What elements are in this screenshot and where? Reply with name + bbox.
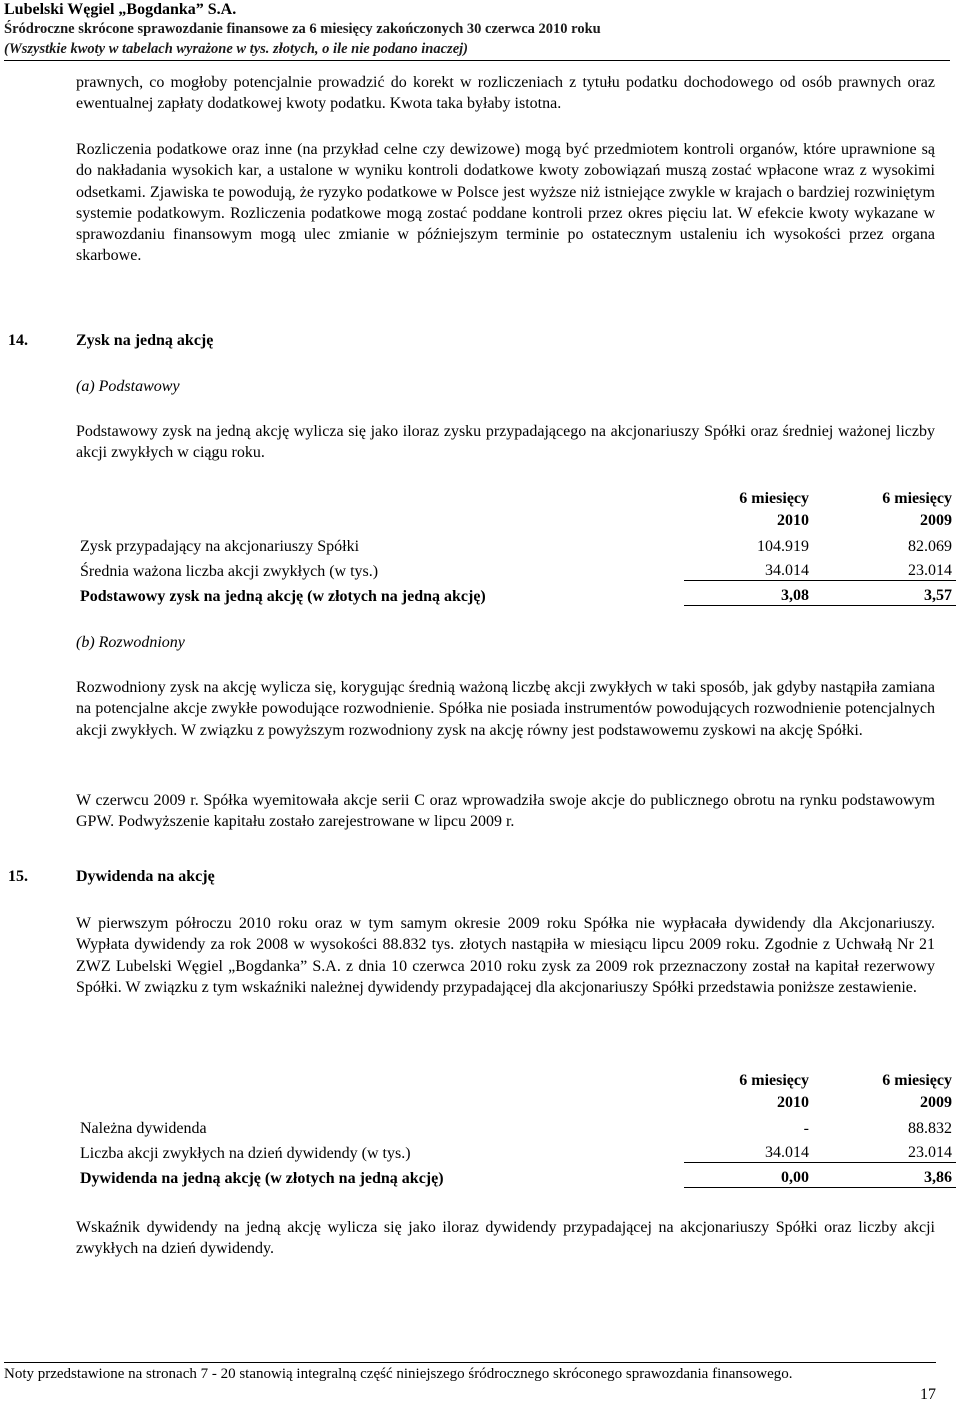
section-15-number: 15. bbox=[8, 868, 28, 885]
row-label: Dywidenda na jedną akcję (w złotych na jedną akcję) bbox=[80, 1169, 444, 1187]
diluted-eps-paragraph: Rozwodniony zysk na akcję wylicza się, korygując średnią ważoną liczbę akcji zwykłych w taki sposób, jak gdyby nastąpiła zamiana na potencjalne akcje zwykłe powodujące rozwodnienie. Spółka nie posiada instrumentów powodujących rozwodnienie potencjalnych akcji zwykłych. W związku z powyższym rozwodniony zysk na akcję równy jest podstawowemu zyskowi na akcję Spółki. bbox=[76, 679, 935, 739]
table-row bbox=[76, 1114, 956, 1138]
column-header-2010: 6 miesięcy 2010 bbox=[739, 490, 810, 529]
intro-paragraph-1: prawnych, co mogłoby potencjalnie prowadzić do korekt w rozliczeniach z tytułu podatku dochodowego od osób prawnych oraz ewentualnej zapłaty dodatkowej kwoty podatku. Kwota taka byłaby istotna. bbox=[76, 74, 935, 113]
basic-eps-paragraph: Podstawowy zysk na jedną akcję wylicza się jako iloraz zysku przypadającego na akcjonariuszy Spółki oraz średniej ważonej liczby akcji zwykłych w ciągu roku. bbox=[76, 423, 935, 462]
footer-note: Noty przedstawione na stronach 7 - 20 stanowią integralną część niniejszego śródrocznego skróconego sprawozdania finansowego. bbox=[4, 1366, 793, 1382]
section-14-title: Zysk na jedną akcję bbox=[76, 332, 214, 349]
row-label: Podstawowy zysk na jedną akcję (w złotych na jedną akcję) bbox=[80, 587, 486, 605]
page-number: 17 bbox=[920, 1386, 936, 1403]
cell-2010: 34.014 bbox=[684, 1138, 809, 1163]
column-header-2009: 6 miesięcy 2009 bbox=[882, 1072, 952, 1111]
table-header-row bbox=[76, 488, 956, 532]
table-total-row bbox=[76, 1163, 956, 1188]
table-row bbox=[76, 532, 956, 556]
dividend-paragraph: W pierwszym półroczu 2010 roku oraz w tym samym okresie 2009 roku Spółka nie wypłacała dywidendy dla Akcjonariuszy. Wypłata dywidendy za rok 2008 w wysokości 88.832 tys. złotych nastąpiła w miesiącu lipcu 2009 roku. Zgodnie z Uchwałą Nr 21 ZWZ Lubelski Węgiel „Bogdanka” S.A. z dnia 10 czerwca 2010 roku zysk za 2009 rok przeznaczony został na kapitał rezerwowy Spółki. W związku z tym wskaźniki należnej dywidendy przypadającej dla akcjonariuszy Spółki przedstawia poniższe zestawienie. bbox=[76, 915, 935, 996]
subsection-b-heading: (b) Rozwodniony bbox=[76, 634, 185, 651]
cell-2009: 23.014 bbox=[809, 1138, 956, 1163]
column-header-2010: 6 miesięcy 2010 bbox=[739, 1072, 809, 1111]
cell-2010: - bbox=[803, 1120, 809, 1137]
row-label: Liczba akcji zwykłych na dzień dywidendy (w tys.) bbox=[80, 1144, 411, 1162]
table-total-row bbox=[76, 581, 956, 606]
cell-2010: 34.014 bbox=[684, 556, 809, 581]
section-15-title: Dywidenda na akcję bbox=[76, 868, 215, 885]
cell-2009: 82.069 bbox=[908, 538, 952, 555]
subsection-a-heading: (a) Podstawowy bbox=[76, 378, 180, 395]
cell-2009: 88.832 bbox=[908, 1120, 952, 1137]
cell-2009: 3,57 bbox=[809, 581, 956, 606]
section-14-number: 14. bbox=[8, 332, 28, 349]
basic-eps-table bbox=[76, 488, 956, 606]
dividend-ratio-paragraph: Wskaźnik dywidendy na jedną akcję wylicza się jako iloraz dywidendy przypadającej na akcjonariuszy Spółki oraz liczby akcji zwykłych na dzień dywidendy. bbox=[76, 1219, 935, 1258]
intro-paragraph-2: Rozliczenia podatkowe oraz inne (na przykład celne czy dewizowe) mogą być przedmiotem kontroli organów, które uprawnione są do nakładania wysokich kar, a ustalone w wyniku kontroli dodatkowe kwoty zobowiązań muszą zostać wpłacone wraz z wysokimi odsetkami. Zjawiska te powodują, że ryzyko podatkowe w Polsce jest wyższe niż istniejące zwykle w krajach o bardziej rozwiniętym systemie podatkowym. Rozliczenia podatkowe mogą zostać poddane kontroli przez okres pięciu lat. W efekcie kwoty wykazane w sprawozdaniu finansowym mogą ulec zmianie w późniejszym terminie po ostatecznym ustaleniu ich wysokości przez organa skarbowe. bbox=[76, 141, 935, 265]
page-header bbox=[4, 0, 954, 59]
row-label: Należna dywidenda bbox=[80, 1120, 207, 1137]
column-header-2009: 6 miesięcy 2009 bbox=[882, 490, 952, 529]
amounts-note: (Wszystkie kwoty w tabelach wyrażone w tys. złotych, o ile nie podano inaczej) bbox=[4, 41, 468, 57]
cell-2010: 3,08 bbox=[684, 581, 809, 606]
cell-2010: 104.919 bbox=[757, 538, 810, 555]
header-divider bbox=[4, 60, 950, 61]
cell-2009: 3,86 bbox=[809, 1163, 956, 1188]
dividend-table bbox=[76, 1070, 956, 1188]
share-issue-paragraph: W czerwcu 2009 r. Spółka wyemitowała akcje serii C oraz wprowadziła swoje akcje do publicznego obrotu na rynku podstawowym GPW. Podwyższenie kapitału zostało zarejestrowane w lipcu 2009 r. bbox=[76, 792, 935, 831]
company-name: Lubelski Węgiel „Bogdanka” S.A. bbox=[4, 1, 237, 18]
cell-2009: 23.014 bbox=[809, 556, 956, 581]
footer-divider bbox=[4, 1362, 936, 1363]
table-row bbox=[76, 1138, 956, 1163]
cell-2010: 0,00 bbox=[684, 1163, 809, 1188]
row-label: Zysk przypadający na akcjonariuszy Spółki bbox=[80, 538, 360, 555]
table-header-row bbox=[76, 1070, 956, 1114]
table-row bbox=[76, 556, 956, 581]
row-label: Średnia ważona liczba akcji zwykłych (w tys.) bbox=[80, 562, 379, 580]
report-title: Śródroczne skrócone sprawozdanie finansowe za 6 miesięcy zakończonych 30 czerwca 2010 roku bbox=[4, 21, 601, 37]
